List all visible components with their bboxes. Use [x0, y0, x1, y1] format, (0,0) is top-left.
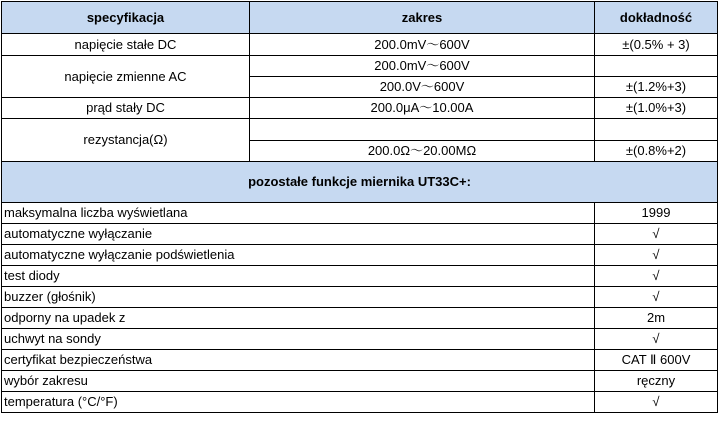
feature-name: temperatura (°C/°F) — [2, 392, 595, 413]
feature-row — [2, 350, 718, 371]
spec-row-dc-voltage — [2, 34, 718, 56]
header-accuracy: dokładność — [595, 2, 718, 34]
feature-name: odporny na upadek z — [2, 308, 595, 329]
feature-name: automatyczne wyłączanie — [2, 224, 595, 245]
feature-value: √ — [595, 287, 718, 308]
spec-range: 200.0mV～600V — [250, 56, 595, 77]
spec-row-resistance — [2, 119, 718, 141]
spec-name: rezystancja(Ω) — [2, 119, 250, 162]
spec-accuracy: ±(1.0%+3) — [595, 98, 718, 119]
feature-value: √ — [595, 245, 718, 266]
feature-name: maksymalna liczba wyświetlana — [2, 203, 595, 224]
feature-value: 2m — [595, 308, 718, 329]
section-row — [2, 162, 718, 203]
spec-range: 200.0Ω～20.00MΩ — [250, 141, 595, 162]
feature-name: wybór zakresu — [2, 371, 595, 392]
specification-table — [1, 1, 718, 413]
feature-row — [2, 245, 718, 266]
feature-name: certyfikat bezpieczeństwa — [2, 350, 595, 371]
spec-row-ac-voltage — [2, 56, 718, 77]
feature-row — [2, 329, 718, 350]
header-row — [2, 2, 718, 34]
feature-value: ręczny — [595, 371, 718, 392]
feature-name: test diody — [2, 266, 595, 287]
feature-value: √ — [595, 329, 718, 350]
spec-range: 200.0μA～10.00A — [250, 98, 595, 119]
feature-row — [2, 266, 718, 287]
feature-name: uchwyt na sondy — [2, 329, 595, 350]
spec-name: napięcie zmienne AC — [2, 56, 250, 98]
spec-accuracy: ±(0.8%+2) — [595, 141, 718, 162]
spec-accuracy — [595, 119, 718, 141]
spec-row-dc-current — [2, 98, 718, 119]
feature-value: √ — [595, 392, 718, 413]
spec-accuracy — [595, 56, 718, 77]
feature-row — [2, 203, 718, 224]
spec-name: prąd stały DC — [2, 98, 250, 119]
feature-value: √ — [595, 266, 718, 287]
spec-accuracy: ±(0.5% + 3) — [595, 34, 718, 56]
spec-name: napięcie stałe DC — [2, 34, 250, 56]
section-title: pozostałe funkcje miernika UT33C+: — [2, 162, 718, 203]
spec-range: 200.0V～600V — [250, 77, 595, 98]
feature-row — [2, 308, 718, 329]
feature-row — [2, 224, 718, 245]
feature-name: buzzer (głośnik) — [2, 287, 595, 308]
spec-range — [250, 119, 595, 141]
spec-range: 200.0mV～600V — [250, 34, 595, 56]
feature-value: CAT Ⅱ 600V — [595, 350, 718, 371]
feature-name: automatyczne wyłączanie podświetlenia — [2, 245, 595, 266]
feature-row — [2, 392, 718, 413]
header-specification: specyfikacja — [2, 2, 250, 34]
feature-value: √ — [595, 224, 718, 245]
feature-value: 1999 — [595, 203, 718, 224]
spec-accuracy: ±(1.2%+3) — [595, 77, 718, 98]
feature-row — [2, 287, 718, 308]
header-range: zakres — [250, 2, 595, 34]
feature-row — [2, 371, 718, 392]
